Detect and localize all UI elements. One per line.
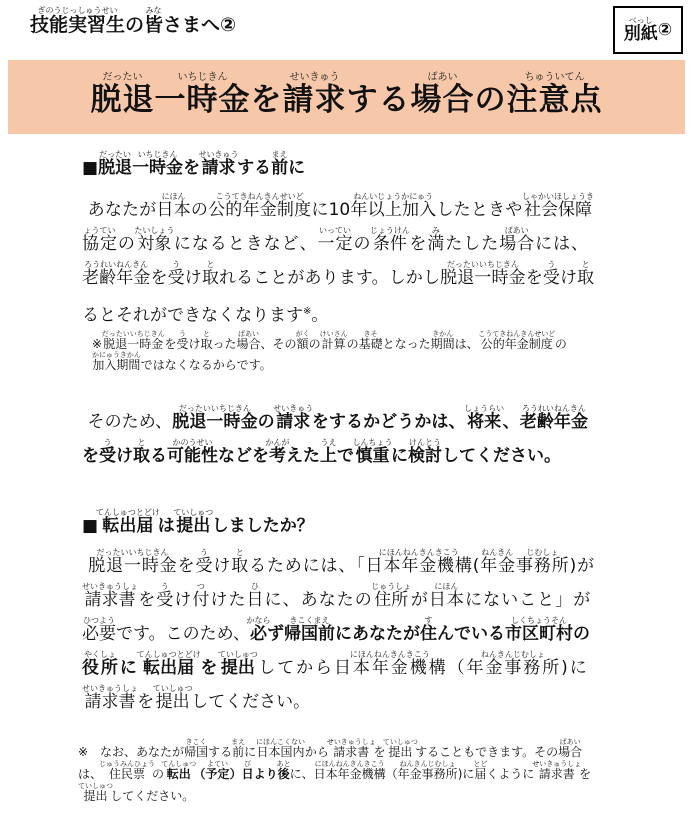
section1-note: ※脱退一時金だったいいちじきんを受うけ取とった場合ばあい、その額がくの計算けいさんの基礎きそとなった期間きかんは、公的年金制度こうてきねんきんせいどの加入期間かにゅうきかんではなくなるからです。 — [92, 330, 567, 372]
page-header-title: 技能実習生ぎのうじっしゅうせいの皆みなさまへ② — [30, 6, 237, 36]
title-banner — [8, 60, 685, 134]
section1-paragraph1: あなたが日本にほんの公的年金制度こうてきねんきんせいどに10年以上加入ねんいじょうかにゅうしたときや社会保障協定しゃかいほしょうきょうていの対象たいしょうになるときなど、一定いっていの条件じょうけんを満みたした場合ばあいには、老齢年金ろうれいねんきんを受うけ取とれることがあります。しかし脱退一時金だったいいちじきんを受うけ取とるとそれができなくなります※。 — [82, 192, 595, 326]
section1-paragraph2: そのため、脱退一時金だったいいちじきんの請求せいきゅうをするかどうかは、将来しょうらい、老齢年金ろうれいねんきんを受うけ取とる可能性かのうせいなどを考かんがえた上うえで慎重しんちょうに検討けんとうしてください。 — [82, 404, 589, 466]
section2-paragraph: 脱退一時金だったいいちじきんを受うけ取とるためには、「日本年金機構にほんねんきんきこう(年金ねんきん事務所じむしょ)が請求書せいきゅうしょを受うけ付つけた日ひに、あなたの住所じゅうしょが日本にほんにないこと」が必要ひつようです。このため、必かならず帰国前きこくまえにあなたが住すんでいる市区町村しくちょうそんの役所やくしょに転出届てんしゅつとどけを提出ていしゅつしてから日本年金機構にほんねんきんきこう（年金事務所ねんきんじむしょ)に請求書せいきゅうしょを提出ていしゅつしてください。 — [82, 548, 595, 712]
page-title: 脱退だったい一時金いちじきんを請求せいきゅうする場合ばあいの注意点ちゅういてん — [90, 72, 603, 118]
section2-heading: ■転出届てんしゅつとどけは提出ていしゅつしましたか？ — [82, 508, 314, 536]
attachment-badge: 別紙べっし ② — [613, 6, 683, 54]
section1-heading: ■脱退だったい一時金いちじきんを請求せいきゅうする前まえに — [82, 150, 306, 178]
section2-note: ※ なお、あなたが帰国きこくする前まえに日本国内にほんこくないから請求書せいきゅうしょを提出ていしゅつすることもできます。その場合ばあいは、住民票じゅうみんひょうの転出てんしゅつ（予定よてい）日びより後あとに、日本年金機構にほんねんきんきこう（年金事務所ねんきんじむしょ)に届とどくように請求書せいきゅうしょを提出ていしゅつしてください。 — [78, 738, 592, 803]
